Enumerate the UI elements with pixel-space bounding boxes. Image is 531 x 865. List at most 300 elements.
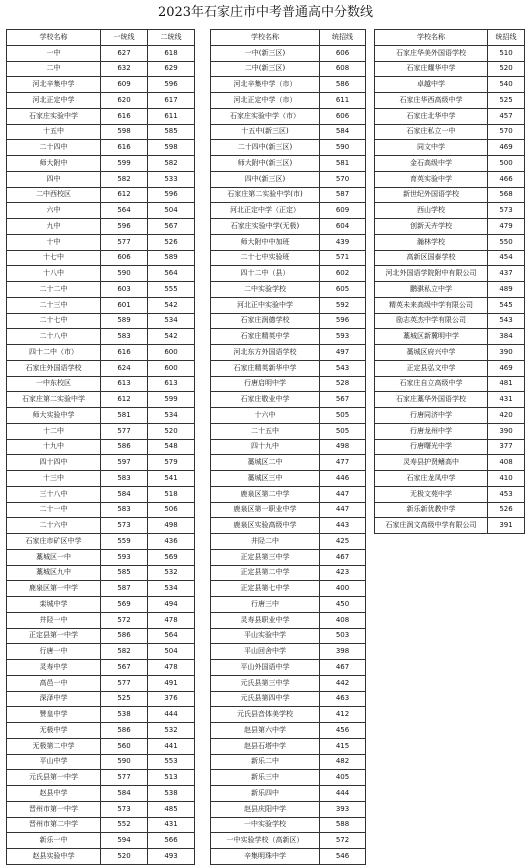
score-cell: 606	[101, 250, 148, 266]
score-cell: 457	[488, 108, 525, 124]
score-cell: 532	[148, 565, 195, 581]
school-name-cell: 赵县庆阳中学	[211, 801, 320, 817]
score-cell: 390	[488, 423, 525, 439]
score-cell: 584	[101, 486, 148, 502]
score-cell: 624	[101, 360, 148, 376]
score-cell: 585	[101, 565, 148, 581]
score-cell: 593	[320, 329, 366, 345]
school-name-cell: 元氏县第四中学	[211, 691, 320, 707]
score-cell: 583	[101, 329, 148, 345]
score-cell: 555	[148, 282, 195, 298]
score-cell: 599	[148, 392, 195, 408]
table-row	[211, 471, 366, 487]
school-name-cell: 元氏县音体美学校	[211, 707, 320, 723]
score-cell: 564	[148, 266, 195, 282]
score-cell: 533	[148, 171, 195, 187]
table-row	[211, 345, 366, 361]
score-cell: 431	[488, 392, 525, 408]
score-cell: 582	[101, 171, 148, 187]
school-name-cell: 河北东方外国语学校	[211, 345, 320, 361]
table-row	[7, 45, 195, 61]
table-row	[7, 423, 195, 439]
score-cell: 526	[488, 502, 525, 518]
table-row	[7, 675, 195, 691]
table-row	[211, 660, 366, 676]
school-name-cell: 正定县第二中学	[211, 565, 320, 581]
table-row	[7, 108, 195, 124]
school-name-cell: 平山实验中学	[211, 628, 320, 644]
page-title: 2023年石家庄市中考普通高中分数线	[157, 5, 374, 20]
score-cell: 618	[148, 45, 195, 61]
school-name-cell: 行唐同济中学	[375, 408, 488, 424]
school-name-cell: 西山学校	[375, 203, 488, 219]
table-row	[375, 502, 525, 518]
school-name-cell: 河北正中实验中学	[211, 297, 320, 313]
table-row	[7, 723, 195, 739]
score-cell: 520	[148, 423, 195, 439]
score-cell: 608	[320, 61, 366, 77]
school-name-cell: 四十九中	[211, 439, 320, 455]
column-header: 学校名称	[7, 30, 101, 46]
table-row	[7, 250, 195, 266]
table-row	[375, 360, 525, 376]
table-row	[7, 691, 195, 707]
table-row	[375, 408, 525, 424]
school-name-cell: 石家庄润德学校	[211, 313, 320, 329]
score-cell: 525	[488, 93, 525, 109]
school-name-cell: 石家庄实验中学(无极)	[211, 219, 320, 235]
score-cell: 617	[148, 93, 195, 109]
score-cell: 569	[101, 597, 148, 613]
score-cell: 481	[488, 376, 525, 392]
school-name-cell: 十五中(新三区)	[211, 124, 320, 140]
score-cell: 456	[320, 723, 366, 739]
score-cell: 588	[320, 817, 366, 833]
column-header: 学校名称	[375, 30, 488, 46]
table-row	[7, 534, 195, 550]
score-cell: 463	[320, 691, 366, 707]
table-row	[211, 738, 366, 754]
school-name-cell: 金石高级中学	[375, 156, 488, 172]
table-row	[375, 250, 525, 266]
score-cell: 506	[148, 502, 195, 518]
school-name-cell: 正定县第一中学	[7, 628, 101, 644]
school-name-cell: 正定县第三中学	[211, 549, 320, 565]
score-cell: 573	[101, 518, 148, 534]
score-cell: 609	[320, 203, 366, 219]
table-row	[7, 77, 195, 93]
school-name-cell: 二十八中	[7, 329, 101, 345]
score-cell: 601	[101, 297, 148, 313]
table-row	[211, 502, 366, 518]
score-cell: 412	[320, 707, 366, 723]
score-cell: 400	[320, 581, 366, 597]
table-row	[211, 565, 366, 581]
score-cell: 543	[320, 360, 366, 376]
score-cell: 442	[320, 675, 366, 691]
score-cell: 546	[320, 849, 366, 865]
school-name-cell: 灵寿县护贤鳍高中	[375, 455, 488, 471]
table-row	[375, 171, 525, 187]
table-row	[375, 376, 525, 392]
table-row	[7, 93, 195, 109]
school-name-cell: 河北正定中学（市）	[211, 93, 320, 109]
score-cell: 525	[101, 691, 148, 707]
score-cell: 604	[320, 219, 366, 235]
score-cell: 504	[148, 644, 195, 660]
school-name-cell: 十八中	[7, 266, 101, 282]
school-name-cell: 四十四中	[7, 455, 101, 471]
table-row	[211, 360, 366, 376]
table-row	[211, 597, 366, 613]
score-cell: 550	[488, 234, 525, 250]
score-cell: 504	[148, 203, 195, 219]
table-row	[7, 833, 195, 849]
score-cell: 410	[488, 471, 525, 487]
table-row	[7, 234, 195, 250]
school-name-cell: 四十二中（市）	[7, 345, 101, 361]
score-cell: 600	[148, 345, 195, 361]
table-row	[375, 471, 525, 487]
school-name-cell: 行唐一中	[7, 644, 101, 660]
school-name-cell: 二十一中	[7, 502, 101, 518]
school-name-cell: 石家庄精英新华中学	[211, 360, 320, 376]
table-row	[211, 801, 366, 817]
table-row	[211, 77, 366, 93]
column-header: 统招线	[488, 30, 525, 46]
score-cell: 538	[101, 707, 148, 723]
school-name-cell: 平山外国语中学	[211, 660, 320, 676]
score-cell: 632	[101, 61, 148, 77]
table-row	[211, 534, 366, 550]
school-name-cell: 无极中学	[7, 723, 101, 739]
school-name-cell: 二十五中	[211, 423, 320, 439]
school-name-cell: 无极第二中学	[7, 738, 101, 754]
school-name-cell: 十五中	[7, 124, 101, 140]
school-name-cell: 二十六中	[7, 518, 101, 534]
school-name-cell: 一中	[7, 45, 101, 61]
school-name-cell: 井陉二中	[211, 534, 320, 550]
school-name-cell: 新乐三中	[211, 770, 320, 786]
table-row	[7, 408, 195, 424]
score-cell: 592	[320, 297, 366, 313]
school-name-cell: 鹿泉区第一职业中学	[211, 502, 320, 518]
score-cell: 503	[320, 628, 366, 644]
table-row	[211, 61, 366, 77]
score-cell: 586	[101, 723, 148, 739]
table-row	[211, 219, 366, 235]
school-name-cell: 晋州市第一中学	[7, 801, 101, 817]
table-row	[7, 360, 195, 376]
table-row	[211, 392, 366, 408]
score-cell: 477	[320, 455, 366, 471]
table-row	[211, 549, 366, 565]
score-cell: 584	[101, 786, 148, 802]
score-cell: 616	[101, 140, 148, 156]
table-row	[211, 439, 366, 455]
score-cell: 596	[101, 219, 148, 235]
table-row	[7, 518, 195, 534]
score-cell: 581	[320, 156, 366, 172]
score-cell: 586	[320, 77, 366, 93]
school-name-cell: 石家庄藁华外国语学校	[375, 392, 488, 408]
table-row	[7, 156, 195, 172]
school-name-cell: 师大附中(新三区)	[211, 156, 320, 172]
score-cell: 534	[148, 581, 195, 597]
score-cell: 612	[101, 187, 148, 203]
school-name-cell: 励志英杰中学有限公司	[375, 313, 488, 329]
table-row	[7, 219, 195, 235]
table-row	[211, 612, 366, 628]
score-cell: 450	[320, 597, 366, 613]
score-cell: 598	[148, 140, 195, 156]
score-cell: 491	[148, 675, 195, 691]
table-row	[7, 124, 195, 140]
score-cell: 453	[488, 486, 525, 502]
score-cell: 605	[320, 282, 366, 298]
table-row	[7, 486, 195, 502]
school-name-cell: 正定县第七中学	[211, 581, 320, 597]
school-name-cell: 晋州市第二中学	[7, 817, 101, 833]
table-row	[375, 392, 525, 408]
school-name-cell: 育英实验中学	[375, 171, 488, 187]
score-cell: 482	[320, 754, 366, 770]
score-cell: 505	[320, 408, 366, 424]
score-cell: 505	[320, 423, 366, 439]
school-name-cell: 行唐龙州中学	[375, 423, 488, 439]
score-cell: 590	[320, 140, 366, 156]
score-cell: 568	[488, 187, 525, 203]
school-name-cell: 同文中学	[375, 140, 488, 156]
school-name-cell: 藁城区九中	[7, 565, 101, 581]
table-row	[7, 849, 195, 865]
score-cell: 596	[148, 77, 195, 93]
table-row	[7, 502, 195, 518]
score-cell: 567	[101, 660, 148, 676]
table-row	[7, 439, 195, 455]
score-cell: 437	[488, 266, 525, 282]
school-name-cell: 四中(新三区)	[211, 171, 320, 187]
table-row	[211, 203, 366, 219]
score-cell: 446	[320, 471, 366, 487]
score-cell: 497	[320, 345, 366, 361]
school-name-cell: 二中实验学校	[211, 282, 320, 298]
school-name-cell: 一中(新三区)	[211, 45, 320, 61]
score-cell: 425	[320, 534, 366, 550]
table-row	[375, 313, 525, 329]
school-name-cell: 三十八中	[7, 486, 101, 502]
score-cell: 577	[101, 423, 148, 439]
score-cell: 564	[101, 203, 148, 219]
score-cell: 597	[101, 455, 148, 471]
score-cell: 577	[101, 675, 148, 691]
score-cell: 593	[101, 549, 148, 565]
score-cell: 420	[488, 408, 525, 424]
score-cell: 493	[148, 849, 195, 865]
table-row	[7, 187, 195, 203]
school-name-cell: 师大附中中加班	[211, 234, 320, 250]
table-row	[7, 612, 195, 628]
score-cell: 611	[320, 93, 366, 109]
school-name-cell: 石家庄华美外国语学校	[375, 45, 488, 61]
score-cell: 478	[148, 660, 195, 676]
score-cell: 469	[488, 360, 525, 376]
table-row	[375, 518, 525, 534]
score-cell: 408	[488, 455, 525, 471]
school-name-cell: 一中东校区	[7, 376, 101, 392]
school-name-cell: 九中	[7, 219, 101, 235]
score-cell: 602	[320, 266, 366, 282]
score-cell: 431	[148, 817, 195, 833]
table-row	[211, 108, 366, 124]
school-name-cell: 石家庄耀华中学	[375, 61, 488, 77]
school-name-cell: 行唐曙光中学	[375, 439, 488, 455]
score-cell: 552	[101, 817, 148, 833]
table-row	[375, 219, 525, 235]
table-row	[7, 171, 195, 187]
table-row	[211, 486, 366, 502]
school-name-cell: 石家庄润文高级中学有限公司	[375, 518, 488, 534]
score-cell: 596	[320, 313, 366, 329]
table-row	[211, 250, 366, 266]
school-name-cell: 瀚林学校	[375, 234, 488, 250]
school-name-cell: 石家庄实验中学	[7, 108, 101, 124]
score-cell: 564	[148, 628, 195, 644]
school-name-cell: 十中	[7, 234, 101, 250]
school-name-cell: 二十七中实验班	[211, 250, 320, 266]
school-name-cell: 十三中	[7, 471, 101, 487]
score-cell: 469	[488, 140, 525, 156]
table-row	[7, 786, 195, 802]
table-row	[211, 833, 366, 849]
school-name-cell: 行唐三中	[211, 597, 320, 613]
school-name-cell: 石家庄第二实验中学(市)	[211, 187, 320, 203]
table-row	[7, 203, 195, 219]
school-name-cell: 二中西校区	[7, 187, 101, 203]
score-cell: 585	[148, 124, 195, 140]
school-name-cell: 高邑一中	[7, 675, 101, 691]
table-row	[211, 628, 366, 644]
table-row	[211, 408, 366, 424]
score-cell: 560	[101, 738, 148, 754]
table-row	[7, 297, 195, 313]
score-cell: 553	[148, 754, 195, 770]
score-cell: 586	[101, 439, 148, 455]
score-cell: 439	[320, 234, 366, 250]
table-row	[211, 518, 366, 534]
school-name-cell: 石家庄华西高级中学	[375, 93, 488, 109]
score-cell: 583	[101, 471, 148, 487]
table-row	[7, 770, 195, 786]
school-name-cell: 赵县第六中学	[211, 723, 320, 739]
score-cell: 572	[320, 833, 366, 849]
score-cell: 443	[320, 518, 366, 534]
school-name-cell: 石家庄龙凤中学	[375, 471, 488, 487]
score-cell: 377	[488, 439, 525, 455]
score-cell: 627	[101, 45, 148, 61]
score-cell: 543	[488, 313, 525, 329]
school-name-cell: 石家庄实验中学（市）	[211, 108, 320, 124]
score-cell: 485	[148, 801, 195, 817]
score-cell: 447	[320, 486, 366, 502]
table-row	[211, 754, 366, 770]
score-cell: 390	[488, 345, 525, 361]
score-cell: 590	[101, 266, 148, 282]
table-row	[375, 266, 525, 282]
score-cell: 526	[148, 234, 195, 250]
score-cell: 587	[101, 581, 148, 597]
score-cell: 606	[320, 108, 366, 124]
score-cell: 596	[148, 187, 195, 203]
score-cell: 510	[488, 45, 525, 61]
school-name-cell: 藁城区新冀明中学	[375, 329, 488, 345]
school-name-cell: 正定县弘文中学	[375, 360, 488, 376]
table-row	[211, 266, 366, 282]
score-cell: 540	[488, 77, 525, 93]
score-cell: 569	[148, 549, 195, 565]
table-row	[7, 266, 195, 282]
table-row	[211, 707, 366, 723]
score-cell: 444	[320, 786, 366, 802]
score-cell: 616	[101, 108, 148, 124]
table-row	[7, 754, 195, 770]
score-cell: 542	[148, 297, 195, 313]
table-row	[7, 644, 195, 660]
score-cell: 616	[101, 345, 148, 361]
school-name-cell: 灵寿中学	[7, 660, 101, 676]
table-row	[375, 234, 525, 250]
school-name-cell: 一中实验学校（高新区）	[211, 833, 320, 849]
table-row	[375, 455, 525, 471]
score-cell: 454	[488, 250, 525, 266]
school-name-cell: 井陉一中	[7, 612, 101, 628]
table-row	[211, 691, 366, 707]
score-cell: 599	[101, 156, 148, 172]
score-cell: 423	[320, 565, 366, 581]
score-cell: 581	[101, 408, 148, 424]
school-name-cell: 十九中	[7, 439, 101, 455]
score-cell: 573	[488, 203, 525, 219]
school-name-cell: 河北正定中学	[7, 93, 101, 109]
school-name-cell: 石家庄敬业中学	[211, 392, 320, 408]
table-row	[375, 423, 525, 439]
school-name-cell: 鹏骐私立中学	[375, 282, 488, 298]
school-name-cell: 十六中	[211, 408, 320, 424]
school-name-cell: 鹿泉区第一中学	[7, 581, 101, 597]
school-name-cell: 藁城区二中	[211, 455, 320, 471]
score-cell: 582	[148, 156, 195, 172]
score-table-3	[374, 29, 525, 534]
table-row	[375, 282, 525, 298]
table-row	[211, 93, 366, 109]
school-name-cell: 四十二中（县）	[211, 266, 320, 282]
score-cell: 467	[320, 660, 366, 676]
school-name-cell: 石家庄北华中学	[375, 108, 488, 124]
table-row	[211, 140, 366, 156]
table-row	[211, 423, 366, 439]
table-row	[375, 124, 525, 140]
score-cell: 393	[320, 801, 366, 817]
table-row	[211, 297, 366, 313]
table-header-row	[7, 30, 195, 46]
school-name-cell: 二中	[7, 61, 101, 77]
score-cell: 538	[148, 786, 195, 802]
table-row	[375, 93, 525, 109]
school-name-cell: 藁城区一中	[7, 549, 101, 565]
table-row	[211, 455, 366, 471]
score-cell: 586	[101, 628, 148, 644]
score-cell: 528	[320, 376, 366, 392]
